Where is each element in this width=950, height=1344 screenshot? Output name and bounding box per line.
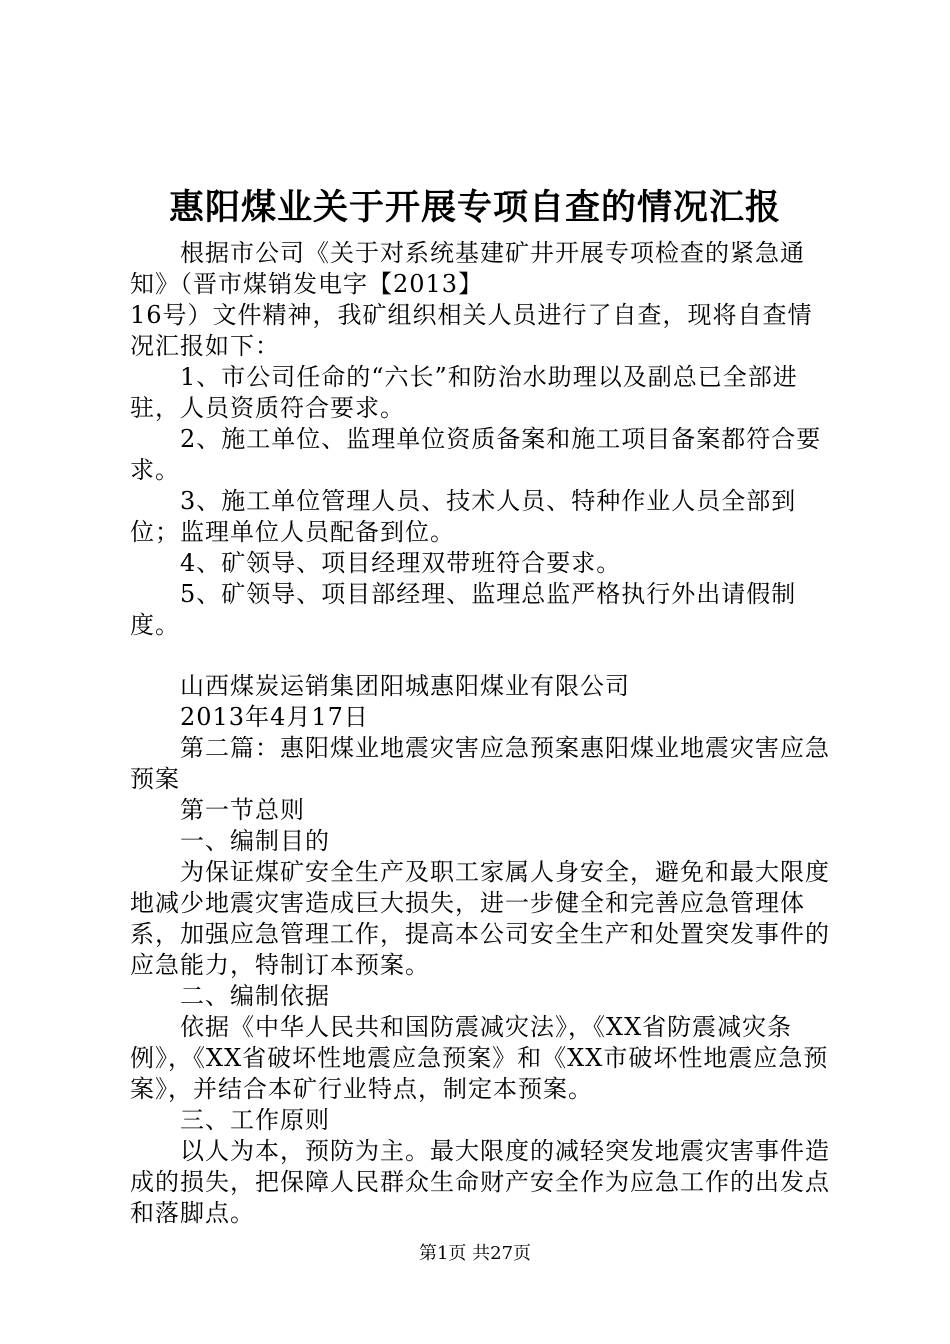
company-signature: 山西煤炭运销集团阳城惠阳煤业有限公司 (180, 672, 630, 700)
paragraph-purpose: 为保证煤矿安全生产及职工家属人身安全，避免和最大限度地减少地震灾害造成巨大损失，进一步健全和完善应急管理体系，加强应急管理工作，提高本公司安全生产和处置突发事件的应急能力，特制订本预案。 (130, 858, 830, 979)
chapter-heading: 第二篇：惠阳煤业地震灾害应急预案惠阳煤业地震灾害应急预案 (130, 734, 830, 793)
subheading-purpose: 一、编制目的 (180, 827, 330, 855)
list-item: 1、市公司任命的“六长”和防治水助理以及副总已全部进驻，人员资质符合要求。 (130, 363, 798, 422)
list-item: 4、矿领导、项目经理双带班符合要求。 (180, 549, 622, 577)
document-title: 惠阳煤业关于开展专项自查的情况汇报 (168, 187, 781, 228)
subheading-basis: 二、编制依据 (180, 982, 330, 1010)
subheading-principles: 三、工作原则 (180, 1106, 330, 1134)
list-item: 3、施工单位管理人员、技术人员、特种作业人员全部到位；监理单位人员配备到位。 (130, 487, 797, 546)
paragraph-basis: 依据《中华人民共和国防震减灾法》，《XX省防震减灾条例》，《XX省破坏性地震应急预案》和《XX市破坏性地震应急预案》，并结合本矿行业特点，制定本预案。 (130, 1013, 829, 1103)
page-number-footer: 第1页 共27页 (418, 1243, 532, 1264)
paragraph-principles: 以人为本，预防为主。最大限度的减轻突发地震灾害事件造成的损失，把保障人民群众生命财产安全作为应急工作的出发点和落脚点。 (130, 1137, 830, 1227)
list-item: 5、矿领导、项目部经理、监理总监严格执行外出请假制度。 (130, 580, 797, 639)
section-heading: 第一节总则 (180, 796, 305, 824)
paragraph-gap (130, 641, 830, 671)
document-body (130, 238, 830, 1229)
paragraph-intro-continued: 16号）文件精神，我矿组织相关人员进行了自查，现将自查情况汇报如下： (130, 301, 813, 360)
signature-date: 2013年4月17日 (180, 703, 369, 731)
list-item: 2、施工单位、监理单位资质备案和施工项目备案都符合要求。 (130, 425, 822, 484)
paragraph-intro: 根据市公司《关于对系统基建矿井开展专项检查的紧急通知》（晋市煤销发电字【2013】 (130, 239, 805, 298)
